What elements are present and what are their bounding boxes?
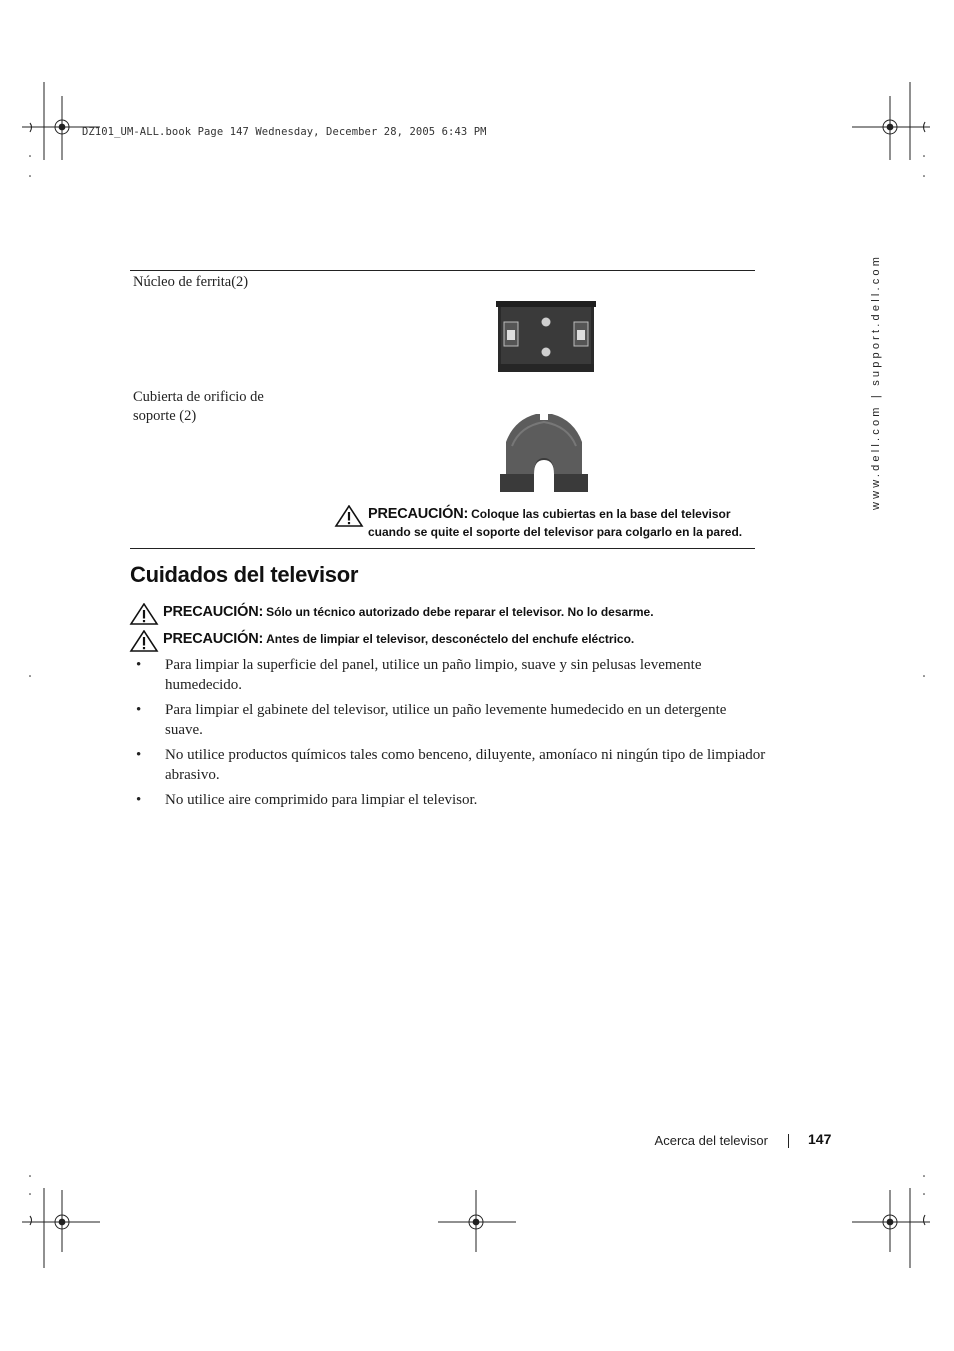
list-item xyxy=(136,791,766,811)
caution-unplug xyxy=(129,630,769,652)
list-item xyxy=(136,656,766,695)
caution-text-line2: cuando se quite el soporte del televisor para colgarlo en la pared. xyxy=(368,525,743,539)
table-bottom-rule xyxy=(130,548,755,549)
list-item-text: Para limpiar la superficie del panel, utilice un paño limpio, suave y sin pelusas levemente humedecido. xyxy=(165,657,702,693)
book-info: DZ101_UM-ALL.book Page 147 Wednesday, December 28, 2005 6:43 PM xyxy=(82,126,487,138)
item-label-ferrite xyxy=(133,273,248,292)
caution-label: PRECAUCIÓN: xyxy=(163,631,264,647)
caution-text-line1: Coloque las cubiertas en la base del televisor xyxy=(471,507,731,521)
list-item xyxy=(136,701,766,740)
caution-technician xyxy=(129,603,769,625)
bullet-dot: • xyxy=(136,792,142,808)
caution-triangle-icon xyxy=(129,603,159,625)
caution-label: PRECAUCIÓN: xyxy=(163,604,264,620)
bullet-dot: • xyxy=(136,747,142,763)
item-label-cover-line2: soporte (2) xyxy=(133,408,197,424)
caution-stand xyxy=(334,505,764,541)
list-item-text: No utilice productos químicos tales como benceno, diluyente, amoníaco ni ningún tipo de limpiador abrasivo. xyxy=(165,747,766,783)
caution-triangle-icon xyxy=(129,630,159,652)
ferrite-core-image xyxy=(496,300,596,374)
side-url: www.dell.com | support.dell.com xyxy=(870,253,882,510)
caution-label: PRECAUCIÓN: xyxy=(368,506,469,522)
care-bullet-list xyxy=(136,656,766,817)
footer-chapter-title: Acerca del televisor xyxy=(654,1133,768,1148)
page-number: 147 xyxy=(808,1131,832,1147)
list-item-text: No utilice aire comprimido para limpiar el televisor. xyxy=(165,792,478,808)
item-label-cover xyxy=(133,388,264,426)
list-item-text: Para limpiar el gabinete del televisor, utilice un paño levemente humedecido en un detergente suave. xyxy=(165,702,727,738)
item-label-ferrite-text: Núcleo de ferrita(2) xyxy=(133,274,249,290)
list-item xyxy=(136,746,766,785)
footer-separator xyxy=(788,1134,789,1148)
table-top-rule xyxy=(130,270,755,271)
caution-triangle-icon xyxy=(334,505,364,527)
item-label-cover-line1: Cubierta de orificio de xyxy=(133,389,264,405)
caution-text: Sólo un técnico autorizado debe reparar el televisor. No lo desarme. xyxy=(266,605,654,619)
stand-hole-cover-image xyxy=(500,412,588,494)
bullet-dot: • xyxy=(136,702,142,718)
caution-text: Antes de limpiar el televisor, desconéctelo del enchufe eléctrico. xyxy=(266,632,635,646)
bullet-dot: • xyxy=(136,657,142,673)
section-title: Cuidados del televisor xyxy=(130,562,359,587)
